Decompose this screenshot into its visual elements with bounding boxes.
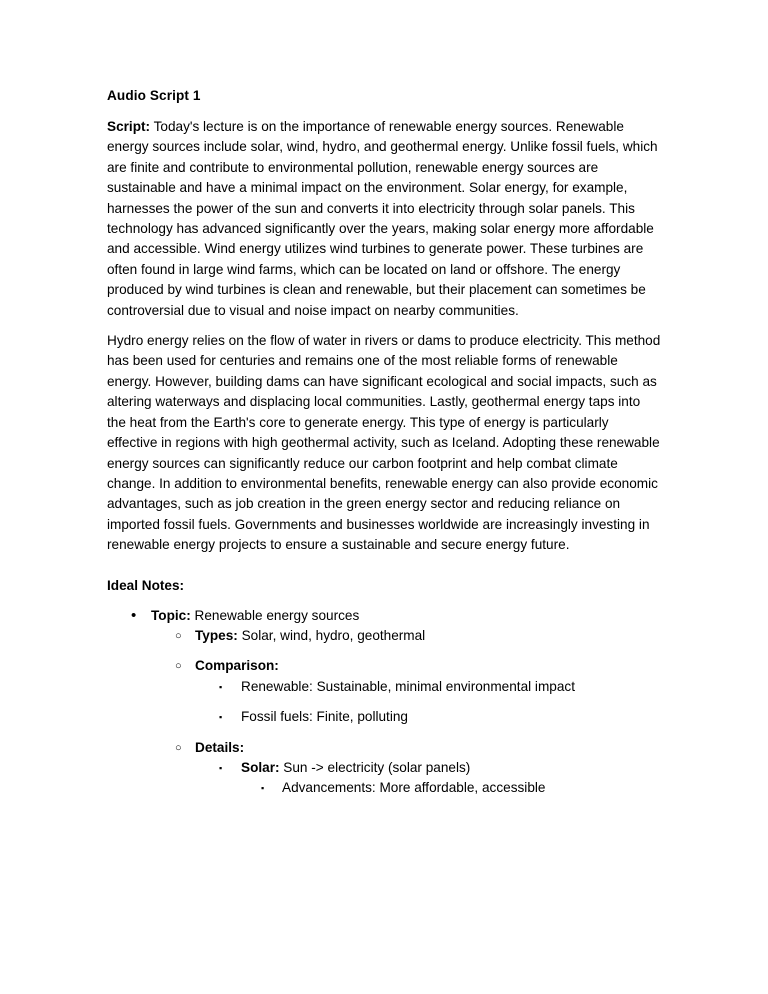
list-item	[151, 738, 662, 799]
square-bullet-icon: ▪	[261, 783, 265, 794]
topic-label: Topic:	[151, 607, 191, 623]
list-item	[107, 606, 662, 799]
list-item	[195, 677, 662, 697]
script-label: Script:	[107, 119, 151, 134]
script-paragraph-1-text: Today's lecture is on the importance of renewable energy sources. Renewable energy sources include solar, wind, hydro, and geothermal energy. Unlike fossil fuels, which are finite and contribute to environmental pollution, renewable energy sources are sustainable and have a minimal impact on the environment. Solar energy, for example, harnesses the power of the sun and converts it into electricity through solar panels. This technology has advanced significantly over the years, making solar energy more affordable and accessible. Wind energy utilizes wind turbines to generate power. These turbines are often found in large wind farms, which can be located on land or offshore. The energy produced by wind turbines is clean and renewable, but their placement can sometimes be controversial due to visual and noise impact on nearby communities.	[107, 119, 658, 318]
circle-bullet-icon: ○	[175, 629, 182, 642]
solar-text: Sun -> electricity (solar panels)	[279, 759, 471, 775]
page-title: Audio Script 1	[107, 88, 201, 103]
comparison-label: Comparison:	[195, 658, 279, 674]
types-text: Solar, wind, hydro, geothermal	[237, 627, 426, 643]
script-paragraph-1	[107, 117, 662, 321]
square-bullet-icon: ▪	[219, 681, 223, 692]
comparison-item-renewable: Renewable: Sustainable, minimal environmental impact	[241, 678, 575, 694]
circle-bullet-icon: ○	[175, 741, 182, 754]
advancements-text: Advancements: More affordable, accessible	[282, 780, 546, 796]
script-paragraph-2: Hydro energy relies on the flow of water in rivers or dams to produce electricity. This method has been used for centuries and remains one of the most reliable forms of renewable energy. However, building dams can have significant ecological and social impacts, such as altering waterways and displacing local communities. Lastly, geothermal energy taps into the heat from the Earth's core to generate energy. This type of energy is particularly effective in regions with high geothermal activity, such as Iceland. Adopting these renewable energy sources can significantly reduce our carbon footprint and help combat climate change. In addition to environmental benefits, renewable energy can also provide economic advantages, such as job creation in the green energy sector and reducing reliance on imported fossil fuels. Governments and businesses worldwide are increasingly investing in renewable energy projects to ensure a sustainable and secure energy future.	[107, 333, 661, 553]
square-bullet-icon: ▪	[219, 712, 223, 723]
topic-text: Renewable energy sources	[190, 607, 360, 623]
list-item	[241, 778, 662, 798]
details-label: Details:	[195, 739, 245, 755]
notes-list-level-2	[151, 626, 662, 799]
solar-label: Solar:	[241, 759, 280, 775]
ideal-notes-heading: Ideal Notes:	[107, 577, 185, 593]
notes-list-level-4	[241, 778, 662, 798]
list-item	[195, 758, 662, 799]
list-item	[195, 707, 662, 727]
list-item	[151, 626, 662, 646]
list-item	[151, 656, 662, 727]
circle-bullet-icon: ○	[175, 660, 182, 673]
disc-bullet-icon: •	[131, 606, 137, 624]
notes-list-level-1	[107, 606, 662, 799]
square-bullet-icon: ▪	[219, 762, 223, 773]
notes-list-level-3-details	[195, 758, 662, 799]
types-label: Types:	[195, 627, 238, 643]
comparison-item-fossil-fuels: Fossil fuels: Finite, polluting	[241, 709, 408, 725]
notes-list-level-3-comparison	[195, 677, 662, 728]
